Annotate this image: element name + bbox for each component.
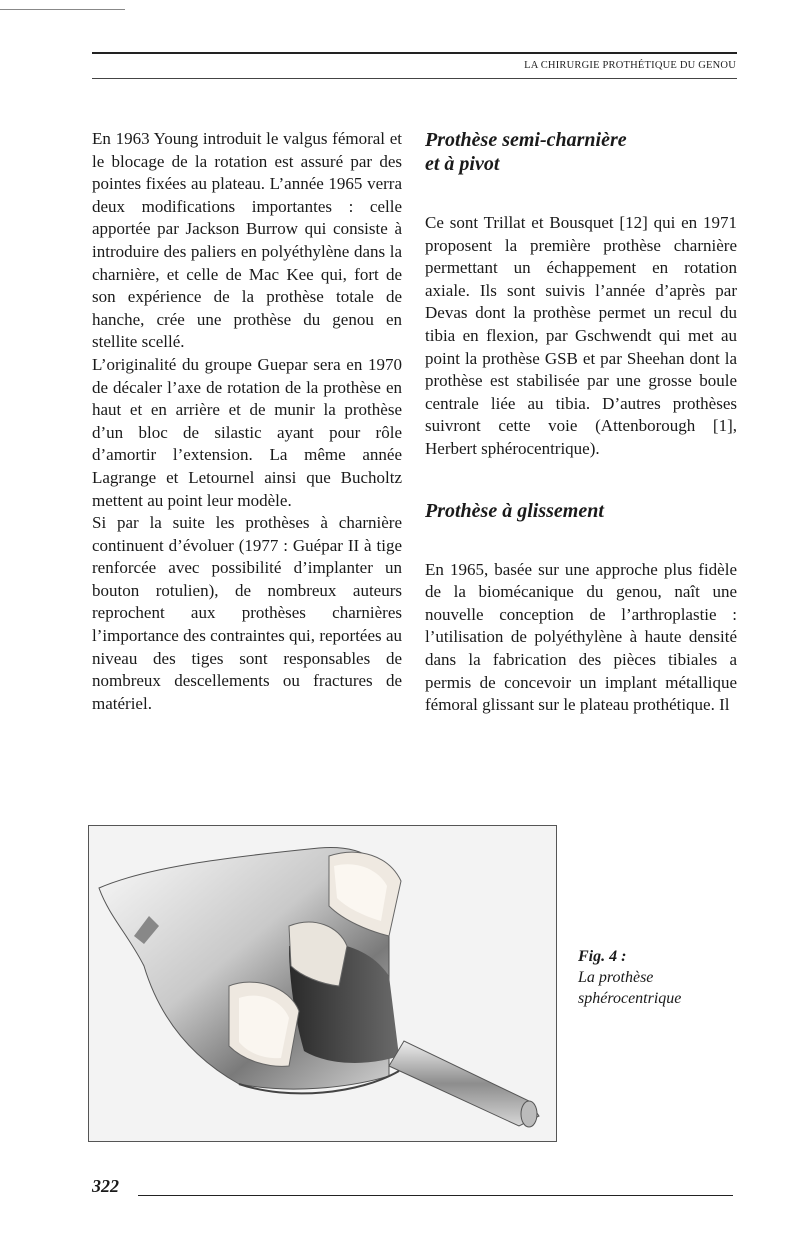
section-title-glissement: Prothèse à glissement xyxy=(425,499,604,522)
section-title-line2: et à pivot xyxy=(425,153,500,175)
caption-line2: sphérocentrique xyxy=(578,990,682,1007)
spacer xyxy=(425,176,737,212)
paragraph-glissement: En 1965, basée sur une approche plus fidèle de la biomécanique du genou, naît une nouvelle conception de l’arthroplastie : l’utilisation de polyéthylène à haute densité dans la fabrication des pièces tibiales a permis de concevoir un implant métallique fémoral glissant sur le plateau prothétique. Il xyxy=(425,559,737,715)
footer-rule xyxy=(138,1195,733,1196)
top-edge-line xyxy=(0,9,125,10)
paragraph-charniere: Si par la suite les prothèses à charnière continuent d’évoluer (1977 : Guépar II à tige renforcée avec possibilité d’implanter un bouton rotulien), de nombreux auteurs reprochent aux prothèses charnières l’importance des contraintes qui, reportées au niveau des tiges sont responsables de nombreux descellements ou fractures de matériel. xyxy=(92,513,402,713)
figure-label: Fig. 4 : xyxy=(578,948,627,965)
paragraph-trillat: Ce sont Trillat et Bousquet [12] qui en 1971 proposent la première prothèse charnière permettant un échappement en rotation axiale. Ils sont suivis l’année d’après par Devas dont la prothèse permet un recul du tibia en flexion, par Gschwendt qui met au point la prothèse GSB et par Sheehan dont la prothèse est stabilisée par une grosse boule centrale liée au tibia. D’autres prothèses suivront cette voie (Attenborough [1], Herbert sphérocentrique). xyxy=(425,213,737,458)
figure-prosthesis-image xyxy=(88,825,557,1142)
page-number: 322 xyxy=(92,1176,119,1196)
paragraph-young: En 1963 Young introduit le valgus fémoral et le blocage de la rotation est assuré par des pointes fixées au plateau. L’année 1965 verra deux modifications importantes : celle apportée par Jackson Burrow qui consiste à introduire des paliers en polyéthylène dans la charnière, et celle de Mac Kee qui, fort de son expérience de la prothèse totale de hanche, crée une prothèse du genou en stellite scellé. xyxy=(92,129,402,352)
spacer xyxy=(425,461,737,499)
paragraph-guepar: L’originalité du groupe Guepar sera en 1970 de décaler l’axe de rotation de la prothèse en haut et en arrière et de munir la prothèse d’un bloc de silastic ayant pour rôle d’amortir l’extension. La même année Lagrange et Letournel ainsi que Bucholtz mettent au point leur modèle. xyxy=(92,354,402,510)
figure-caption xyxy=(578,946,681,1009)
right-column xyxy=(425,128,737,717)
prosthesis-illustration xyxy=(89,826,556,1141)
left-column xyxy=(92,128,402,715)
caption-line1: La prothèse xyxy=(578,969,654,986)
running-head: LA CHIRURGIE PROTHÉTIQUE DU GENOU xyxy=(524,60,736,71)
spacer xyxy=(425,523,737,559)
section-title-semi-charniere xyxy=(425,128,737,176)
section-title-line1: Prothèse semi-charnière xyxy=(425,129,627,151)
header-rule-bottom xyxy=(92,78,737,79)
header-rule-top xyxy=(92,52,737,54)
